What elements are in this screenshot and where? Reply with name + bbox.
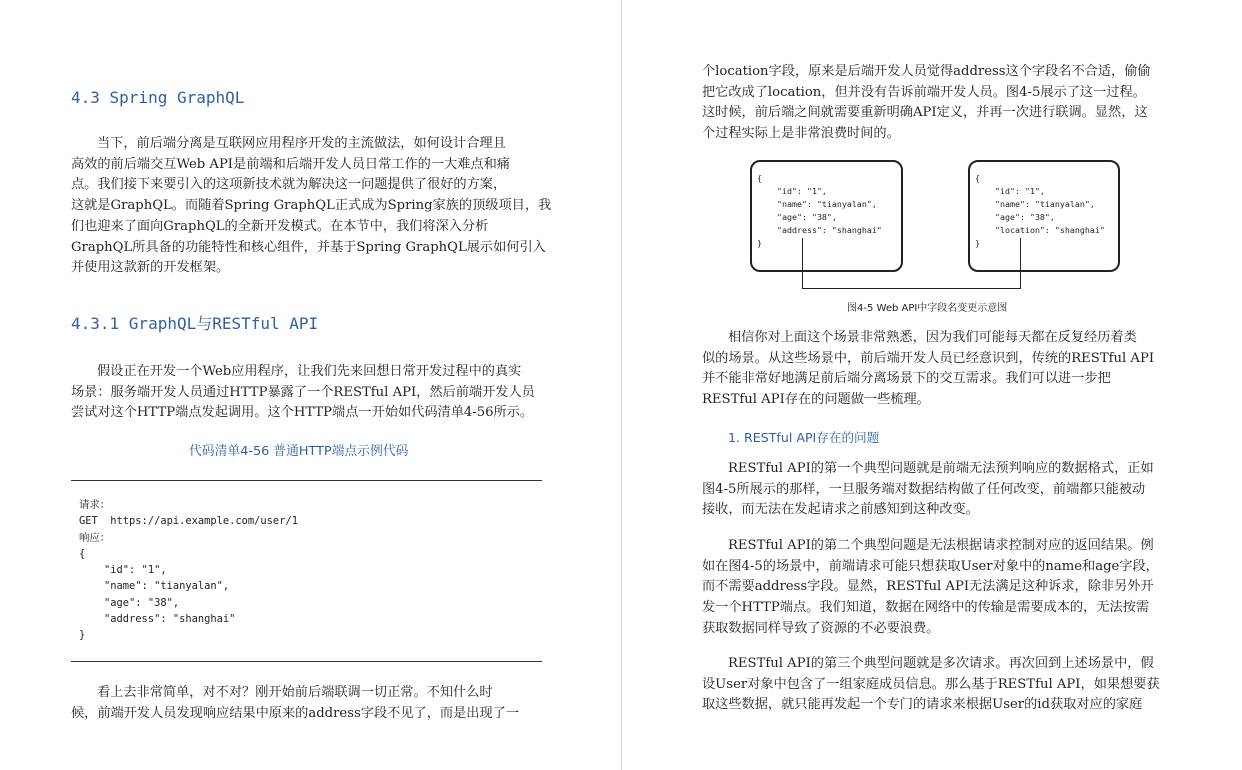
code-line: "age": "38", bbox=[757, 212, 837, 222]
changed-response-box bbox=[968, 160, 1120, 272]
code-listing bbox=[79, 497, 298, 644]
problem-3-paragraph bbox=[702, 654, 1160, 716]
familiar-scenario-paragraph bbox=[702, 328, 1154, 411]
connector-right-vertical bbox=[1020, 238, 1021, 289]
text-line: 当下，前后端分离是互联网应用程序开发的主流做法，如何设计合理且 bbox=[97, 136, 506, 151]
code-line: "name": "tianyalan", bbox=[757, 199, 877, 209]
text-line: 个过程实际上是非常浪费时间的。 bbox=[702, 126, 900, 142]
problem-2-paragraph bbox=[702, 536, 1159, 640]
listing-title: 代码清单4-56 普通HTTP端点示例代码 bbox=[189, 444, 409, 459]
text-line: GraphQL所具备的功能特性和核心组件，并基于Spring GraphQL展示如何引入 bbox=[71, 239, 546, 255]
text-line: 取这些数据，就只能再发起一个专门的请求来根据User的id获取对应的家庭 bbox=[702, 697, 1143, 713]
original-response-json bbox=[757, 172, 882, 250]
figure-caption: 图4-5 Web API中字段名变更示意图 bbox=[847, 303, 1008, 314]
text-line: 假设正在开发一个Web应用程序，让我们先来回想日常开发过程中的真实 bbox=[97, 364, 522, 379]
text-line: 相信你对上面这个场景非常熟悉，因为我们可能每天都在反复经历着类 bbox=[728, 330, 1137, 345]
code-line: GET https://api.example.com/user/1 bbox=[79, 515, 298, 528]
text-line: 似的场景。从这些场景中，前后端开发人员已经意识到，传统的RESTful API bbox=[702, 350, 1155, 366]
location-paragraph bbox=[702, 62, 1151, 145]
text-line: 如在图4-5的场景中，前端请求可能只想获取User对象中的name和age字段， bbox=[702, 558, 1159, 574]
text-line: RESTful API存在的问题做一些梳理。 bbox=[702, 392, 930, 408]
text-line: 而不需要address字段。显然，RESTful API无法满足这种诉求，除非另外开 bbox=[702, 579, 1154, 595]
text-line: 获取数据同样导致了资源的不必要浪费。 bbox=[702, 620, 940, 636]
problem-1-paragraph bbox=[702, 459, 1154, 521]
original-response-box bbox=[750, 160, 903, 272]
code-line: } bbox=[79, 629, 86, 642]
code-line: "id": "1", bbox=[757, 186, 827, 196]
code-line: "age": "38", bbox=[975, 212, 1055, 222]
connector-horizontal bbox=[802, 288, 1021, 289]
listing-bottom-rule bbox=[71, 661, 542, 662]
text-line: 发一个HTTP端点。我们知道，数据在网络中的传输是需要成本的，无法按需 bbox=[702, 600, 1150, 616]
text-line: 看上去非常简单，对不对？刚开始前后端联调一切正常。不知什么时 bbox=[97, 685, 493, 700]
right-page bbox=[622, 0, 1242, 770]
text-line: 这就是GraphQL。而随着Spring GraphQL正式成为Spring家族的顶级项目，我 bbox=[71, 198, 552, 214]
text-line: 设User对象中包含了一组家庭成员信息。那么基于RESTful API，如果想要获 bbox=[702, 676, 1160, 692]
code-line: "address": "shanghai" bbox=[79, 613, 236, 626]
figure-4-5 bbox=[750, 160, 1120, 295]
code-line: "id": "1", bbox=[79, 564, 167, 577]
code-line: "name": "tianyalan", bbox=[79, 580, 230, 593]
code-line: } bbox=[757, 238, 762, 248]
code-line: "name": "tianyalan", bbox=[975, 199, 1095, 209]
text-line: 尝试对这个HTTP端点发起调用。这个HTTP端点一开始如代码清单4-56所示。 bbox=[71, 405, 534, 421]
code-line: { bbox=[757, 173, 762, 183]
text-line: 场景：服务端开发人员通过HTTP暴露了一个RESTful API，然后前端开发人员 bbox=[71, 384, 535, 400]
text-line: 这时候，前后端之间就需要重新明确API定义，并再一次进行联调。显然，这 bbox=[702, 105, 1148, 121]
code-line: "id": "1", bbox=[975, 186, 1045, 196]
text-line: 们也迎来了面向GraphQL的全新开发模式。在本节中，我们将深入分析 bbox=[71, 218, 489, 234]
text-line: RESTful API的第三个典型问题就是多次请求。再次回到上述场景中，假 bbox=[728, 656, 1154, 671]
text-line: 接收，而无法在发起请求之前感知到这种改变。 bbox=[702, 502, 979, 518]
changed-response-json bbox=[975, 172, 1105, 250]
text-line: 个location字段，原来是后端开发人员觉得address这个字段名不合适，偷偷 bbox=[702, 64, 1151, 79]
code-line: "age": "38", bbox=[79, 596, 180, 609]
text-line: 把它改成了location，但并没有告诉前端开发人员。图4-5展示了这一过程。 bbox=[702, 84, 1146, 100]
section-heading: 4.3 Spring GraphQL bbox=[71, 88, 245, 107]
listing-top-rule bbox=[71, 480, 542, 481]
text-line: 并使用这款新的开发框架。 bbox=[71, 260, 230, 276]
scenario-paragraph bbox=[71, 362, 535, 424]
continuation-paragraph bbox=[71, 683, 519, 724]
text-line: 点。我们接下来要引入的这项新技术就为解决这一问题提供了很好的方案， bbox=[71, 177, 507, 193]
code-line: 响应： bbox=[79, 531, 111, 544]
text-line: 候，前端开发人员发现响应结果中原来的address字段不见了，而是出现了一 bbox=[71, 705, 520, 721]
text-line: RESTful API的第一个典型问题就是前端无法预判响应的数据格式，正如 bbox=[728, 461, 1154, 476]
text-line: 图4-5所展示的那样，一旦服务端对数据结构做了任何改变，前端都只能被动 bbox=[702, 481, 1146, 497]
code-line: "location": "shanghai" bbox=[975, 225, 1105, 235]
code-line: } bbox=[975, 238, 980, 248]
code-line: "address": "shanghai" bbox=[757, 225, 882, 235]
text-line: 高效的前后端交互Web API是前端和后端开发人员日常工作的一大难点和痛 bbox=[71, 156, 510, 172]
intro-paragraph bbox=[71, 134, 551, 279]
code-line: { bbox=[975, 173, 980, 183]
subsection-heading: 4.3.1 GraphQL与RESTful API bbox=[71, 314, 319, 333]
text-line: RESTful API的第二个典型问题是无法根据请求控制对应的返回结果。例 bbox=[728, 538, 1154, 553]
text-line: 并不能非常好地满足前后端分离场景下的交互需求。我们可以进一步把 bbox=[702, 371, 1111, 387]
code-line: 请求： bbox=[79, 499, 111, 511]
connector-left-vertical bbox=[802, 238, 803, 289]
problems-subheading: 1. RESTful API存在的问题 bbox=[728, 430, 880, 445]
code-line: { bbox=[79, 547, 86, 560]
